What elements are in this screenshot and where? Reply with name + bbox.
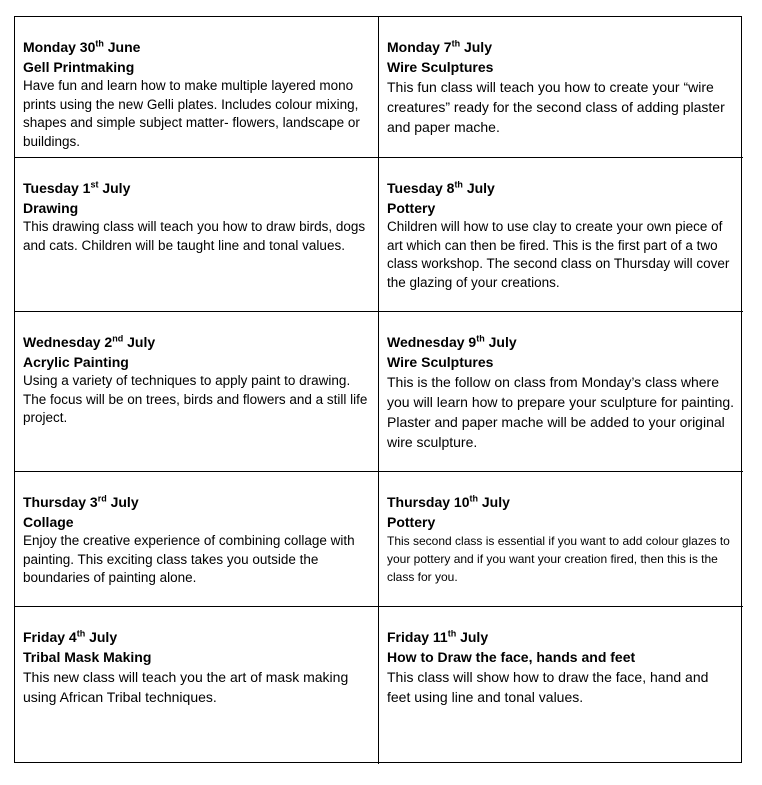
class-description: This new class will teach you the art of mask making using African Tribal techniques. — [23, 669, 349, 705]
class-title: Pottery — [387, 200, 436, 216]
class-description: This fun class will teach you how to create your “wire creatures” ready for the second class of adding plaster and paper mache. — [387, 79, 725, 135]
class-description: This is the follow on class from Monday’s class where you will learn how to prepare your sculpture for painting. Plaster and paper mache will be added to your original wire sculpture. — [387, 374, 735, 450]
class-title: How to Draw the face, hands and feet — [387, 649, 636, 665]
class-schedule-table — [14, 16, 742, 763]
class-cell-monday-30-june — [15, 17, 379, 158]
class-cell-tuesday-8-july — [379, 158, 743, 312]
class-cell-friday-4-july — [15, 607, 379, 764]
class-description: Enjoy the creative experience of combining collage with painting. This exciting class takes you outside the boundaries of painting alone. — [23, 533, 355, 585]
class-date: Friday 11th July — [387, 628, 489, 645]
class-cell-tuesday-1-july — [15, 158, 379, 312]
class-title: Pottery — [387, 514, 436, 530]
class-date: Wednesday 9th July — [387, 333, 517, 350]
class-description: This class will show how to draw the face, hand and feet using line and tonal values. — [387, 669, 709, 705]
class-title: Acrylic Painting — [23, 354, 129, 370]
class-cell-monday-7-july — [379, 17, 743, 158]
class-description: This second class is essential if you want to add colour glazes to your pottery and if you want your creation fired, then this is the class for you. — [387, 534, 730, 584]
class-title: Tribal Mask Making — [23, 649, 152, 665]
class-title: Wire Sculptures — [387, 59, 494, 75]
class-description: Children will how to use clay to create your own piece of art which can then be fired. This is the first part of a two class workshop. The second class on Thursday will cover the glazing of your creations. — [387, 219, 730, 290]
class-date: Monday 30th June — [23, 38, 141, 55]
class-date: Friday 4th July — [23, 628, 118, 645]
class-date: Wednesday 2nd July — [23, 333, 156, 350]
class-cell-friday-11-july — [379, 607, 743, 764]
class-cell-wednesday-9-july — [379, 312, 743, 472]
class-description: Have fun and learn how to make multiple layered mono prints using the new Gelli plates. Includes colour mixing, shapes and simple subject matter- flowers, landscape or buildings. — [23, 78, 360, 149]
class-description: This drawing class will teach you how to draw birds, dogs and cats. Children will be taught line and tonal values. — [23, 219, 366, 253]
class-title: Wire Sculptures — [387, 354, 494, 370]
class-date: Thursday 3rd July — [23, 493, 139, 510]
class-date: Tuesday 8th July — [387, 179, 495, 196]
class-title: Collage — [23, 514, 74, 530]
class-cell-thursday-10-july — [379, 472, 743, 607]
class-title: Drawing — [23, 200, 79, 216]
class-date: Tuesday 1st July — [23, 179, 131, 196]
class-cell-wednesday-2-july — [15, 312, 379, 472]
class-title: Gell Printmaking — [23, 59, 135, 75]
class-date: Monday 7th July — [387, 38, 492, 55]
class-date: Thursday 10th July — [387, 493, 510, 510]
class-description: Using a variety of techniques to apply paint to drawing. The focus will be on trees, birds and flowers and a still life project. — [23, 373, 368, 425]
class-cell-thursday-3-july — [15, 472, 379, 607]
